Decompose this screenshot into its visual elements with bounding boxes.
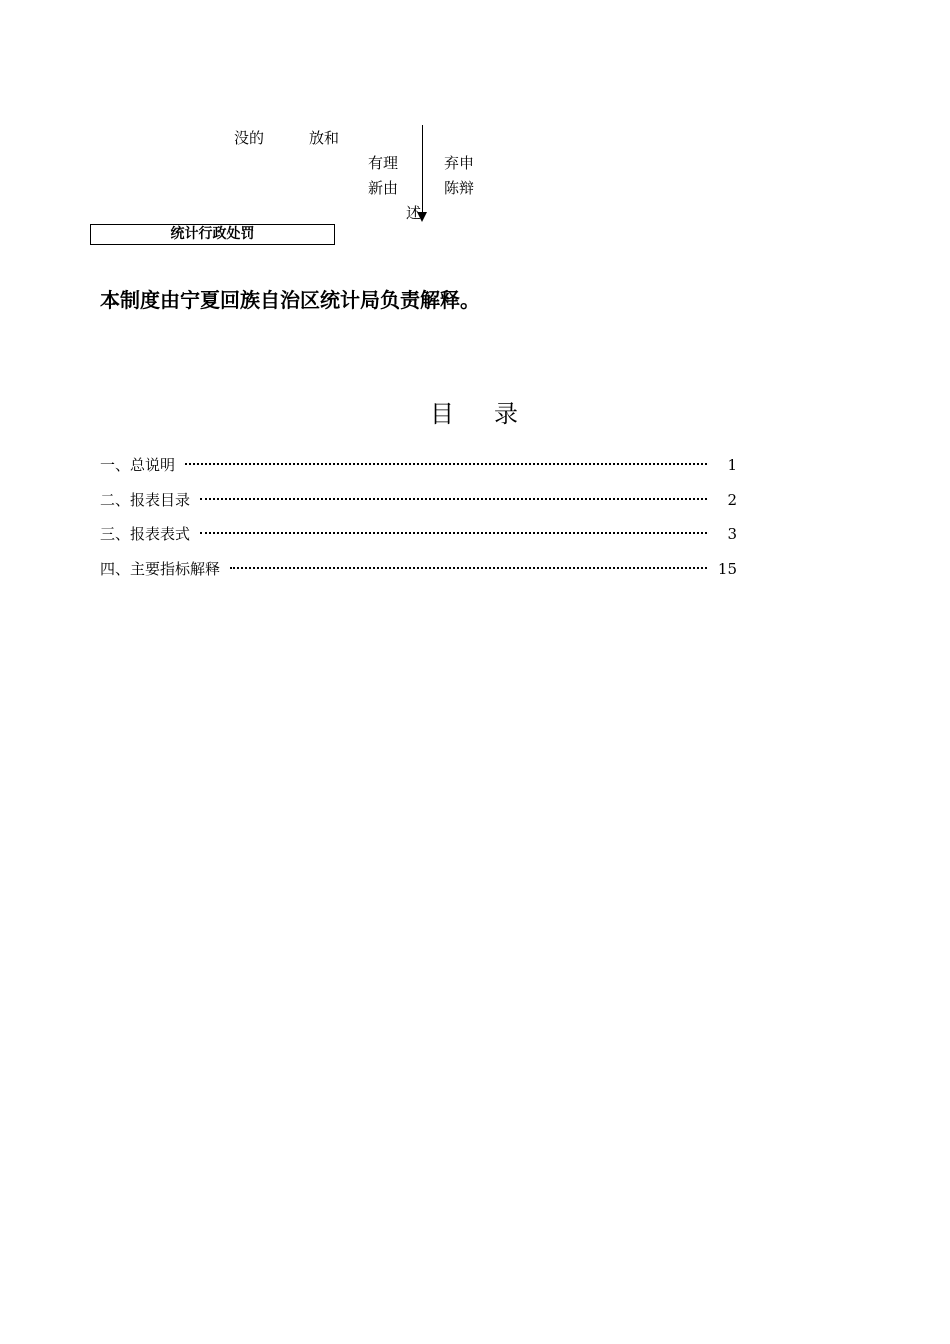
toc-leader-dots [230,567,707,569]
toc-leader-dots [185,463,707,465]
flow-text-fragment: 放和 [309,129,340,147]
flow-text-fragment: 弃申 [444,154,475,172]
toc-title: 目录 [430,400,558,428]
toc-leader-dots [200,532,707,534]
toc-entry[interactable] [100,455,737,490]
flow-text-fragment: 陈辩 [444,179,475,197]
interpretation-statement: 本制度由宁夏回族自治区统计局负责解释。 [100,288,480,312]
toc-entry-page: 2 [727,490,737,509]
toc-entry-label: 二、报表目录 [100,490,191,509]
toc-entry[interactable] [100,524,737,559]
toc-entry[interactable] [100,559,737,594]
table-of-contents [100,455,737,593]
toc-entry[interactable] [100,490,737,525]
toc-entry-label: 四、主要指标解释 [100,559,221,578]
toc-entry-label: 一、总说明 [100,456,176,474]
toc-entry-label: 三、报表表式 [100,525,191,543]
toc-leader-dots [200,498,707,500]
flow-arrow-down-icon [417,212,427,222]
toc-entry-page: 3 [727,525,737,543]
flow-connector-line [422,125,423,213]
flow-text-fragment: 有理 [368,154,399,172]
flow-text-fragment: 没的 [234,129,265,147]
flow-box-administrative-penalty: 统计行政处罚 [90,224,335,245]
flow-text-fragment: 新由 [368,179,399,197]
flow-text-fragment: 述 [406,204,422,222]
toc-entry-page: 15 [717,559,737,578]
toc-entry-page: 1 [727,456,737,474]
